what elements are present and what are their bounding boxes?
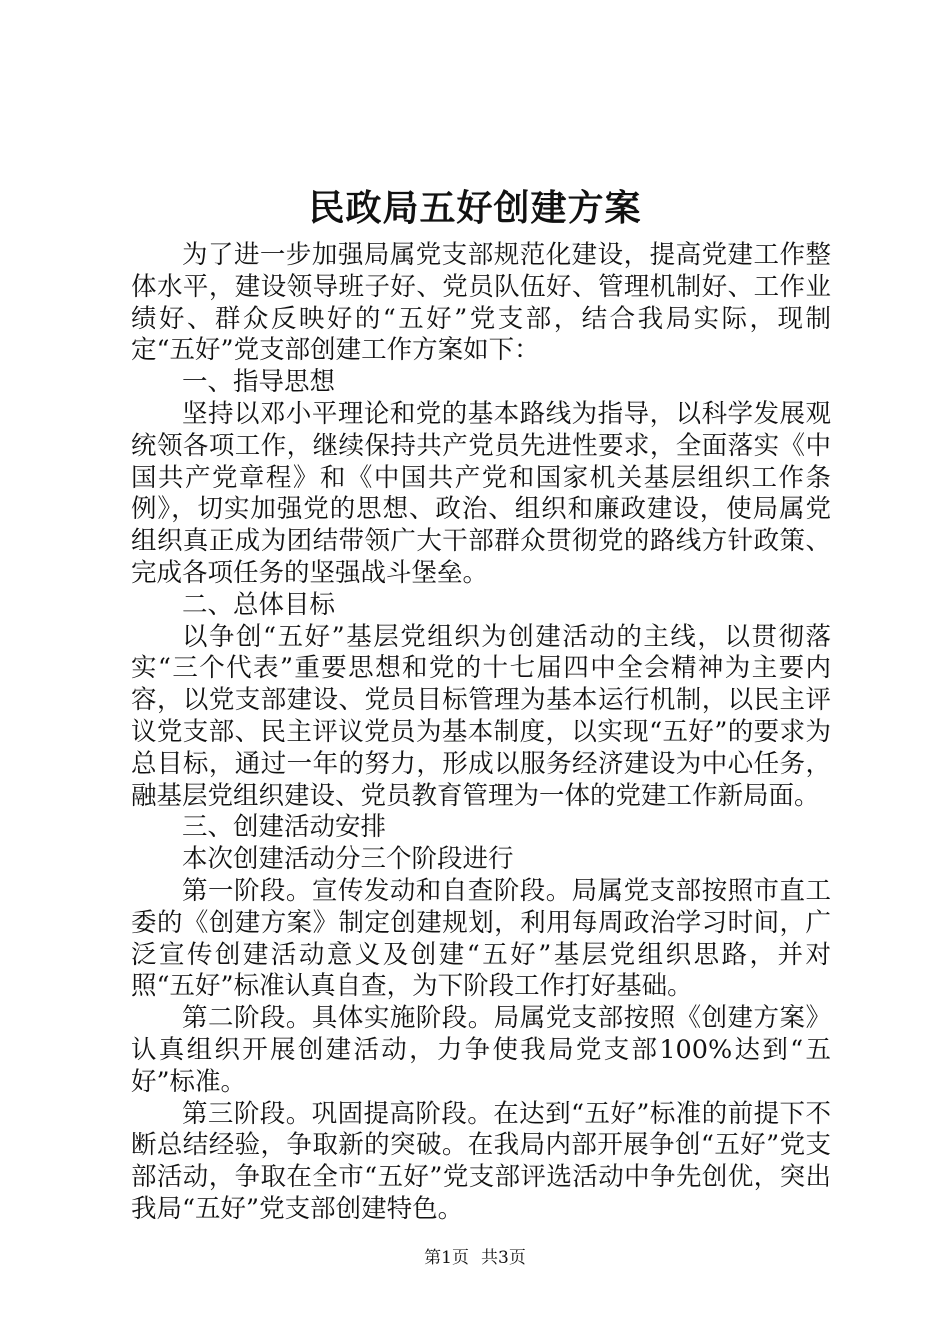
document-body (131, 240, 831, 1226)
page-total: 共3页 (481, 1248, 526, 1268)
section-heading-overall-goal: 二、总体目标 (182, 589, 336, 620)
stages-intro-paragraph: 本次创建活动分三个阶段进行 (182, 844, 514, 875)
guiding-ideology-paragraph: 坚持以邓小平理论和党的基本路线为指导，以科学发展观统领各项工作，继续保持共产党员先进性要求，全面落实《中国共产党章程》和《中国共产党和国家机关基层组织工作条例》，切实加强党的思想、政治、组织和廉政建设，使局属党组织真正成为团结带领广大干部群众贯彻党的路线方针政策、完成各项任务的坚强战斗堡垒。 (131, 398, 831, 588)
overall-goal-paragraph: 以争创“五好”基层党组织为创建活动的主线，以贯彻落实“三个代表”重要思想和党的十七届四中全会精神为主要内容，以党支部建设、党员目标管理为基本运行机制，以民主评议党支部、民主评议党员为基本制度，以实现“五好”的要求为总目标，通过一年的努力，形成以服务经济建设为中心任务，融基层党组织建设、党员教育管理为一体的党建工作新局面。 (131, 621, 831, 811)
stage-one-paragraph: 第一阶段。宣传发动和自查阶段。局属党支部按照市直工委的《创建方案》制定创建规划，利用每周政治学习时间，广泛宣传创建活动意义及创建“五好”基层党组织思路，并对照“五好”标准认真自查，为下阶段工作打好基础。 (131, 875, 831, 1002)
stage-three-paragraph: 第三阶段。巩固提高阶段。在达到“五好”标准的前提下不断总结经验，争取新的突破。在我局内部开展争创“五好”党支部活动，争取在全市“五好”党支部评选活动中争先创优，突出我局“五好”党支部创建特色。 (131, 1098, 831, 1224)
page-number: 第1页 (424, 1248, 469, 1268)
stage-two-paragraph: 第二阶段。具体实施阶段。局属党支部按照《创建方案》认真组织开展创建活动，力争使我局党支部100%达到“五好”标准。 (131, 1003, 831, 1097)
section-heading-guiding-ideology: 一、指导思想 (182, 367, 336, 398)
page-footer (0, 1246, 950, 1270)
intro-paragraph: 为了进一步加强局属党支部规范化建设，提高党建工作整体水平，建设领导班子好、党员队伍好、管理机制好、工作业绩好、群众反映好的“五好”党支部，结合我局实际，现制定“五好”党支部创建工作方案如下： (131, 240, 831, 366)
section-heading-activity-arrangement: 三、创建活动安排 (182, 812, 387, 843)
document-title: 民政局五好创建方案 (308, 187, 642, 229)
